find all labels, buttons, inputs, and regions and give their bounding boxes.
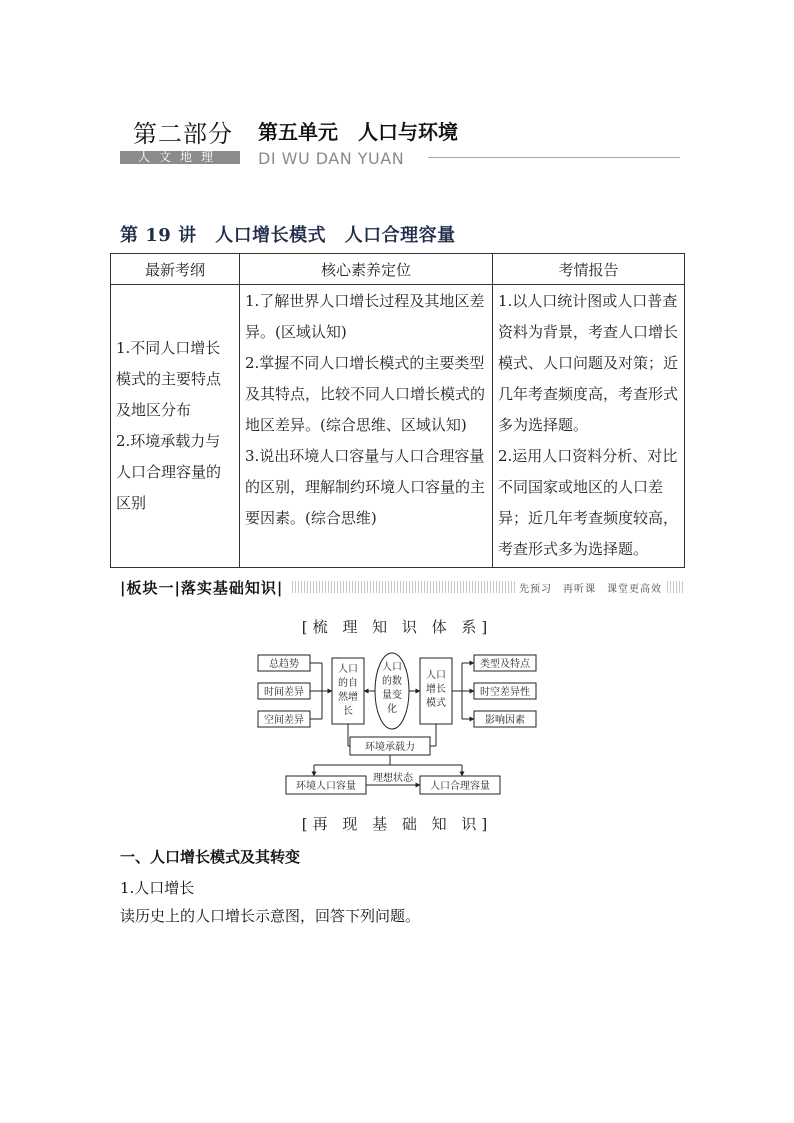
exam-report-item: 1.以人口统计图或人口普查资料为背景，考查人口增长模式、人口问题及对策；近几年考查频度高，考查形式多为选择题。: [498, 292, 679, 434]
part-title: 第二部分: [133, 120, 233, 148]
literacy-item: 2.掌握不同人口增长模式的主要类型及其特点，比较不同人口增长模式的地区差异。(综合思维、区域认知): [245, 354, 486, 434]
syllabus-item: 1.不同人口增长模式的主要特点及地区分布: [116, 339, 222, 419]
syllabus-cell: [111, 285, 240, 568]
center-label: 量变: [382, 690, 402, 701]
syllabus-item: 2.环境承载力与人口合理容量的区别: [116, 432, 222, 512]
natural-growth-label: 人口: [338, 664, 358, 675]
body-paragraph: 读历史上的人口增长示意图，回答下列问题。: [120, 907, 421, 925]
center-label: 化: [387, 704, 397, 715]
natural-growth-label: 的自: [338, 678, 358, 689]
unit-pinyin: DI WU DAN YUAN: [258, 149, 405, 168]
ideal-state-label: 理想状态: [373, 773, 413, 784]
knowledge-system-title: [梳 理 知 识 体 系]: [301, 618, 493, 636]
section-heading: 一、人口增长模式及其转变: [120, 848, 301, 866]
exam-report-cell: [493, 285, 685, 568]
right-item-label: 时空差异性: [480, 687, 530, 698]
knowledge-diagram: [250, 646, 550, 798]
part-band: 人文地理: [120, 151, 240, 164]
right-item-label: 类型及特点: [480, 659, 530, 670]
header-rule: [428, 157, 680, 158]
growth-mode-label: 模式: [426, 698, 446, 709]
left-item-label: 时间差异: [264, 687, 304, 698]
left-item-label: 空间差异: [264, 715, 304, 726]
syllabus-table: [110, 253, 685, 568]
review-basics-title: [再 现 基 础 知 识]: [301, 815, 493, 833]
header-exam-report: 考情报告: [493, 254, 685, 285]
literacy-item: 3.说出环境人口容量与人口合理容量的区别，理解制约环境人口容量的主要因素。(综合思维): [245, 447, 486, 527]
natural-growth-label: 然增: [338, 692, 358, 703]
section-bar: [120, 579, 684, 595]
carrying-capacity-label: 环境承载力: [365, 742, 415, 753]
section-note: 先预习 再听课 课堂更高效: [515, 580, 666, 595]
center-label: 人口: [382, 662, 402, 673]
header-literacy: 核心素养定位: [240, 254, 493, 285]
section-label: |板块一|落实基础知识|: [120, 577, 289, 598]
table-header-row: [111, 254, 685, 285]
right-item-label: 影响因素: [485, 715, 525, 726]
unit-title: 第五单元 人口与环境: [258, 120, 458, 144]
growth-mode-label: 人口: [426, 670, 446, 681]
table-row: [111, 285, 685, 568]
literacy-item: 1.了解世界人口增长过程及其地区差异。(区域认知): [245, 292, 485, 341]
exam-report-item: 2.运用人口资料分析、对比不同国家或地区的人口差异；近几年考查频度较高，考查形式多为选择题。: [498, 447, 679, 558]
left-item-label: 总趋势: [269, 659, 299, 670]
natural-growth-label: 长: [343, 706, 353, 717]
center-label: 的数: [382, 676, 402, 687]
growth-mode-label: 增长: [426, 684, 446, 695]
env-capacity-label: 环境人口容量: [296, 781, 356, 792]
lesson-title: 第 19 讲 人口增长模式 人口合理容量: [120, 225, 456, 246]
header-syllabus: 最新考纲: [111, 254, 240, 285]
reasonable-capacity-label: 人口合理容量: [430, 781, 490, 792]
subsection-heading: 1.人口增长: [120, 879, 195, 897]
literacy-cell: [240, 285, 493, 568]
